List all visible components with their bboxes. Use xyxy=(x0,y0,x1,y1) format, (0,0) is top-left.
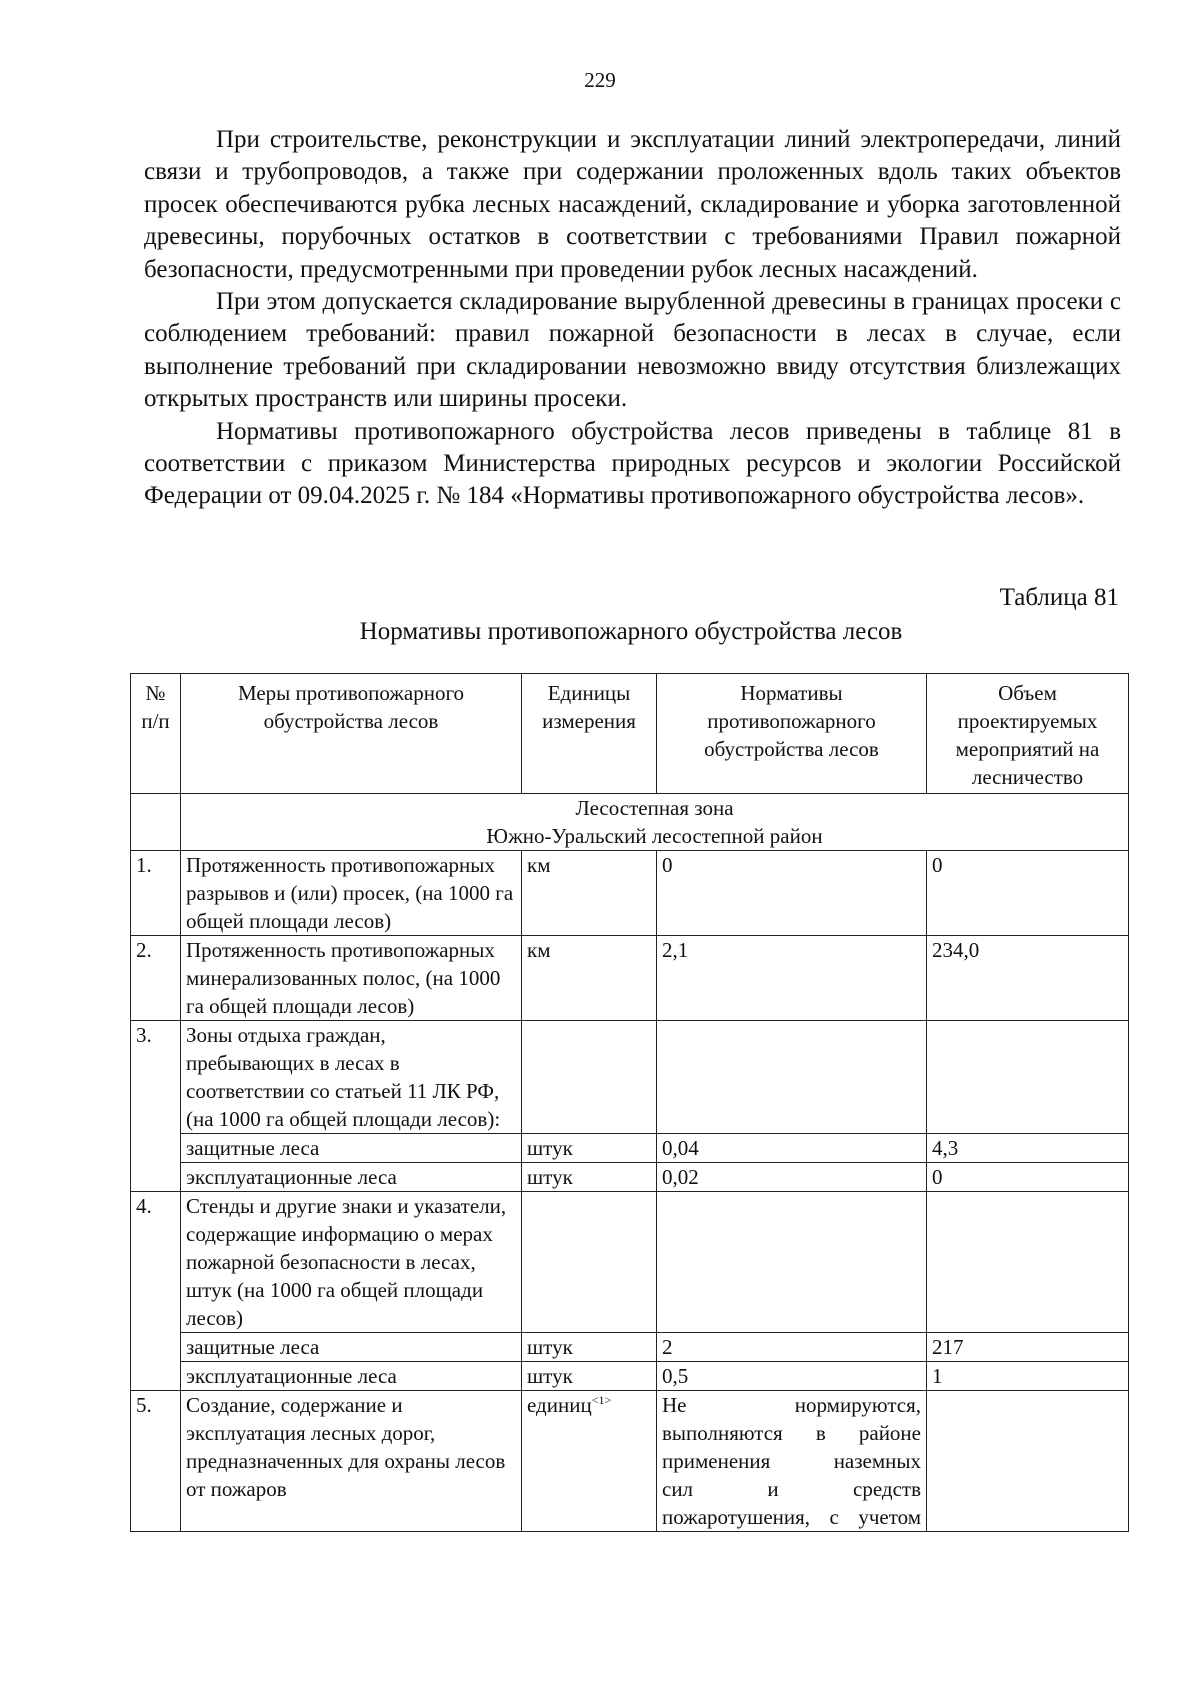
paragraph: При строительстве, реконструкции и эксплуатации линий электропередачи, линий связи и трубопроводов, а также при содержании проложенных вдоль таких объектов просек обеспечиваются рубка лесных насаждений, складирование и уборка заготовленной древесины, порубочных остатков в соответствии с требованиями Правил пожарной безопасности, предусмотренными при проведении рубок лесных насаждений. xyxy=(144,126,1121,283)
row-volume: 4,3 xyxy=(927,1134,1129,1163)
table-cell xyxy=(522,1021,657,1134)
row-volume: 0 xyxy=(927,851,1129,936)
row-unit: штук xyxy=(522,1163,657,1192)
table-subrow xyxy=(131,1134,1129,1163)
row-norm: 2 xyxy=(657,1333,927,1362)
fire-safety-norms-table xyxy=(130,673,1129,1532)
header-measure: Меры противопожарного обустройства лесов xyxy=(181,674,522,794)
page-number: 229 xyxy=(584,68,616,92)
row-number: 4. xyxy=(131,1192,181,1391)
table-cell xyxy=(657,1192,927,1333)
row-measure: защитные леса xyxy=(181,1134,522,1163)
header-norm: Нормативы противопожарного обустройства лесов xyxy=(657,674,927,794)
row-measure: Создание, содержание и эксплуатация лесных дорог, предназначенных для охраны лесов от пожаров xyxy=(181,1391,522,1532)
header-volume: Объем проектируемых мероприятий на лесничество xyxy=(927,674,1129,794)
row-unit xyxy=(522,1391,657,1532)
table-row xyxy=(131,1391,1129,1532)
row-measure: Протяженность противопожарных минерализованных полос, (на 1000 га общей площади лесов) xyxy=(181,936,522,1021)
norm-line: выполняются в районе xyxy=(662,1421,921,1445)
zone-name: Лесостепная зона xyxy=(575,796,734,820)
table-row xyxy=(131,936,1129,1021)
row-unit: км xyxy=(522,936,657,1021)
table-title: Нормативы противопожарного обустройства лесов xyxy=(359,618,903,645)
zone-row xyxy=(131,794,1129,851)
row-norm: 0,04 xyxy=(657,1134,927,1163)
table-cell xyxy=(657,1021,927,1134)
row-norm: 0 xyxy=(657,851,927,936)
row-volume xyxy=(927,1391,1129,1532)
header-unit: Единицы измерения xyxy=(522,674,657,794)
row-measure: Протяженность противопожарных разрывов и (или) просек, (на 1000 га общей площади лесов) xyxy=(181,851,522,936)
table-row xyxy=(131,1021,1129,1134)
norm-line: применения наземных xyxy=(662,1449,921,1473)
row-norm: 2,1 xyxy=(657,936,927,1021)
row-volume: 217 xyxy=(927,1333,1129,1362)
row-unit: штук xyxy=(522,1134,657,1163)
row-number: 2. xyxy=(131,936,181,1021)
region-name: Южно-Уральский лесостепной район xyxy=(486,824,823,848)
row-norm: 0,02 xyxy=(657,1163,927,1192)
norm-line: Не нормируются, xyxy=(662,1393,921,1417)
footnote-marker: <1> xyxy=(591,1393,612,1407)
header-num: № п/п xyxy=(131,674,181,794)
norm-line: пожаротушения, с учетом xyxy=(662,1505,921,1529)
table-cell xyxy=(131,794,181,851)
row-measure: защитные леса xyxy=(181,1333,522,1362)
row-volume: 0 xyxy=(927,1163,1129,1192)
norm-line: сил и средств xyxy=(662,1477,921,1501)
row-measure: Зоны отдыха граждан, пребывающих в лесах в соответствии со статьей 11 ЛК РФ, (на 1000 га общей площади лесов): xyxy=(181,1021,522,1134)
table-header-row xyxy=(131,674,1129,794)
row-norm xyxy=(657,1391,927,1532)
row-unit: штук xyxy=(522,1333,657,1362)
row-unit: штук xyxy=(522,1362,657,1391)
row-unit: км xyxy=(522,851,657,936)
document-body xyxy=(144,124,1121,513)
table-subrow xyxy=(131,1362,1129,1391)
table-subrow xyxy=(131,1163,1129,1192)
table-cell xyxy=(927,1192,1129,1333)
row-volume: 1 xyxy=(927,1362,1129,1391)
row-measure: эксплуатационные леса xyxy=(181,1163,522,1192)
table-cell xyxy=(927,1021,1129,1134)
table-row xyxy=(131,1192,1129,1333)
paragraph: Нормативы противопожарного обустройства лесов приведены в таблице 81 в соответствии с приказом Министерства природных ресурсов и экологии Российской Федерации от 09.04.2025 г. № 184 «Нормативы противопожарного обустройства лесов». xyxy=(144,417,1121,510)
table-cell xyxy=(522,1192,657,1333)
table-label: Таблица 81 xyxy=(999,584,1119,611)
paragraph: При этом допускается складирование вырубленной древесины в границах просеки с соблюдением требований: правил пожарной безопасности в лесах в случае, если выполнение требований при складировании невозможно ввиду отсутствия близлежащих открытых пространств или ширины просеки. xyxy=(144,288,1121,413)
row-measure: Стенды и другие знаки и указатели, содержащие информацию о мерах пожарной безопасности в лесах, штук (на 1000 га общей площади лесов) xyxy=(181,1192,522,1333)
row-measure: эксплуатационные леса xyxy=(181,1362,522,1391)
row-number: 3. xyxy=(131,1021,181,1192)
row-norm: 0,5 xyxy=(657,1362,927,1391)
table-subrow xyxy=(131,1333,1129,1362)
table-row xyxy=(131,851,1129,936)
row-volume: 234,0 xyxy=(927,936,1129,1021)
unit-text: единиц xyxy=(527,1393,592,1417)
row-number: 5. xyxy=(131,1391,181,1532)
zone-cell xyxy=(181,794,1129,851)
row-number: 1. xyxy=(131,851,181,936)
